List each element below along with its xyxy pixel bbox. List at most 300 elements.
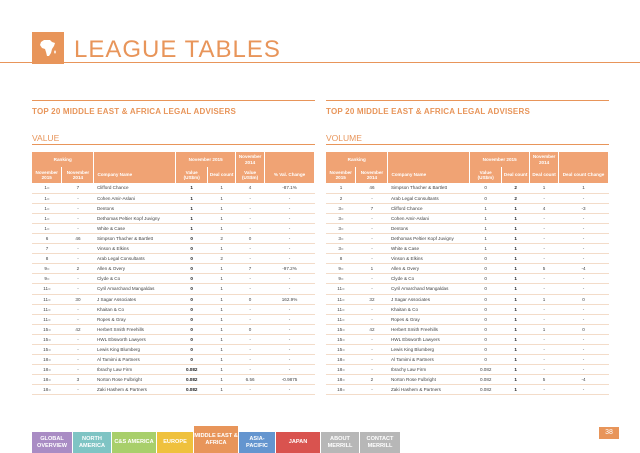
table-cell: 1 bbox=[502, 233, 530, 243]
table-cell: 30 bbox=[62, 294, 94, 304]
table-cell: Arab Legal Consultants bbox=[388, 193, 470, 203]
table-cell: 0 bbox=[470, 324, 502, 334]
table-cell: - bbox=[236, 213, 265, 223]
table-row bbox=[326, 223, 609, 233]
table-row bbox=[326, 355, 609, 365]
table-cell: 1= bbox=[32, 213, 62, 223]
table-cell: 3= bbox=[326, 203, 356, 213]
table-cell: HWL Ebsworth Lawyers bbox=[388, 334, 470, 344]
table-cell: 1 bbox=[208, 334, 236, 344]
table-cell: - bbox=[236, 223, 265, 233]
table-cell: 1 bbox=[176, 203, 208, 213]
table-cell: 1 bbox=[470, 244, 502, 254]
table-cell: 15= bbox=[32, 324, 62, 334]
table-cell: - bbox=[356, 365, 388, 375]
table-cell: 3= bbox=[326, 233, 356, 243]
table-cell: 0 bbox=[176, 274, 208, 284]
table-cell: - bbox=[62, 274, 94, 284]
table-cell: 2 bbox=[356, 375, 388, 385]
table-cell: Al Tamimi & Partners bbox=[94, 355, 176, 365]
table-cell: 15= bbox=[326, 345, 356, 355]
table-cell: 1 bbox=[502, 385, 530, 395]
africa-icon bbox=[37, 37, 59, 59]
value-header: Value (US$m) bbox=[176, 167, 208, 183]
table-cell: 15= bbox=[326, 334, 356, 344]
table-cell: - bbox=[236, 365, 265, 375]
table-cell: - bbox=[236, 355, 265, 365]
table-cell: - bbox=[356, 314, 388, 324]
table-cell: - bbox=[559, 274, 609, 284]
table-cell: 0 bbox=[176, 284, 208, 294]
table-cell: 1 bbox=[326, 183, 356, 193]
table-cell: - bbox=[530, 274, 559, 284]
table-cell: - bbox=[559, 385, 609, 395]
table-cell: 9= bbox=[326, 274, 356, 284]
table-cell: - bbox=[559, 365, 609, 375]
table-cell: 46 bbox=[62, 233, 94, 243]
table-cell: White & Case bbox=[94, 223, 176, 233]
table-cell: 0 bbox=[470, 294, 502, 304]
table-cell: - bbox=[62, 304, 94, 314]
table-cell: 1 bbox=[530, 294, 559, 304]
table-cell: Zaki Hashem & Partners bbox=[388, 385, 470, 395]
right-section-title: TOP 20 MIDDLE EAST & AFRICA LEGAL ADVISERS bbox=[326, 107, 530, 116]
table-row bbox=[326, 375, 609, 385]
table-cell: 0.082 bbox=[470, 385, 502, 395]
table-cell: 18= bbox=[326, 385, 356, 395]
table-cell: - bbox=[530, 244, 559, 254]
nav-tab-4[interactable]: MIDDLE EAST & AFRICA bbox=[194, 426, 238, 453]
africa-logo bbox=[32, 32, 64, 64]
table-cell: -4 bbox=[559, 375, 609, 385]
table-cell: - bbox=[559, 284, 609, 294]
table-cell: 18= bbox=[326, 355, 356, 365]
table-cell: 0 bbox=[470, 183, 502, 193]
table-cell: 1 bbox=[502, 264, 530, 274]
table-cell: 1= bbox=[32, 223, 62, 233]
table-row bbox=[32, 223, 315, 233]
page-number: 38 bbox=[599, 427, 619, 439]
table-cell: 0.082 bbox=[470, 365, 502, 375]
table-cell: - bbox=[559, 254, 609, 264]
table-cell: - bbox=[62, 213, 94, 223]
left-section-rule bbox=[32, 100, 315, 101]
table-cell: - bbox=[530, 213, 559, 223]
table-cell: - bbox=[265, 345, 315, 355]
table-row bbox=[32, 244, 315, 254]
table-cell: 1 bbox=[208, 294, 236, 304]
table-cell: - bbox=[356, 223, 388, 233]
table-row bbox=[32, 355, 315, 365]
table-cell: - bbox=[356, 304, 388, 314]
table-cell: - bbox=[559, 355, 609, 365]
nov2014-header: November 2014 bbox=[530, 152, 559, 167]
table-cell: 0.082 bbox=[176, 375, 208, 385]
table-cell: - bbox=[265, 254, 315, 264]
table-cell: - bbox=[236, 203, 265, 213]
table-cell: - bbox=[265, 244, 315, 254]
table-row bbox=[326, 304, 609, 314]
table-cell: 1 bbox=[208, 264, 236, 274]
table-cell: 18= bbox=[32, 365, 62, 375]
table-cell: 2 bbox=[62, 264, 94, 274]
table-row bbox=[32, 274, 315, 284]
table-cell: 162.9% bbox=[265, 294, 315, 304]
table-cell: Clifford Chance bbox=[388, 203, 470, 213]
table-cell: 1 bbox=[208, 365, 236, 375]
table-cell: 4 bbox=[236, 183, 265, 193]
table-cell: 0 bbox=[176, 304, 208, 314]
table-row bbox=[32, 203, 315, 213]
ranking-header: Ranking bbox=[32, 152, 94, 167]
table-cell: - bbox=[530, 365, 559, 375]
table-cell: - bbox=[62, 254, 94, 264]
table-row bbox=[32, 324, 315, 334]
table-cell: 11= bbox=[32, 294, 62, 304]
table-cell: Vinson & Elkins bbox=[94, 244, 176, 254]
table-cell: 1 bbox=[208, 213, 236, 223]
table-cell: Cohen Amir-Aslani bbox=[388, 213, 470, 223]
table-cell: -3 bbox=[559, 203, 609, 213]
table-cell: 1 bbox=[208, 314, 236, 324]
table-cell: 1 bbox=[502, 304, 530, 314]
table-cell: Khaitan & Co bbox=[94, 304, 176, 314]
table-cell: - bbox=[530, 233, 559, 243]
right-subtitle-rule bbox=[326, 144, 609, 145]
table-cell: - bbox=[265, 314, 315, 324]
table-cell: - bbox=[62, 314, 94, 324]
table-cell: - bbox=[62, 193, 94, 203]
table-cell: - bbox=[530, 355, 559, 365]
table-cell: Dethomas Peltier Kopf Juvigny bbox=[94, 213, 176, 223]
table-cell: 0 bbox=[176, 314, 208, 324]
table-cell: White & Case bbox=[388, 244, 470, 254]
table-cell: 7 bbox=[32, 244, 62, 254]
table-cell: 0 bbox=[236, 324, 265, 334]
table-cell: - bbox=[356, 355, 388, 365]
table-cell: 1 bbox=[208, 223, 236, 233]
table-row bbox=[326, 274, 609, 284]
table-cell: 1 bbox=[176, 183, 208, 193]
table-cell: 1 bbox=[208, 183, 236, 193]
table-cell: - bbox=[62, 365, 94, 375]
table-cell: - bbox=[559, 345, 609, 355]
table-cell: 0 bbox=[470, 304, 502, 314]
table-row bbox=[326, 334, 609, 344]
table-cell: 0 bbox=[470, 314, 502, 324]
table-cell: 15= bbox=[32, 345, 62, 355]
table-cell: 1 bbox=[502, 213, 530, 223]
table-cell: 1 bbox=[502, 223, 530, 233]
table-cell: - bbox=[559, 304, 609, 314]
table-row bbox=[32, 213, 315, 223]
table-cell: Vinson & Elkins bbox=[388, 254, 470, 264]
table-cell: 6 bbox=[32, 233, 62, 243]
rank2015-header: November 2015 bbox=[32, 167, 62, 183]
right-subtitle: VOLUME bbox=[326, 133, 362, 143]
table-row bbox=[326, 233, 609, 243]
table-cell: 0.082 bbox=[470, 375, 502, 385]
nov2015-header: November 2015 bbox=[470, 152, 530, 167]
left-subtitle: VALUE bbox=[32, 133, 60, 143]
table-cell: 1 bbox=[208, 345, 236, 355]
table-cell: 1 bbox=[470, 223, 502, 233]
table-cell: 1 bbox=[208, 193, 236, 203]
table-cell: 42 bbox=[356, 324, 388, 334]
table-cell: Clyde & Co bbox=[388, 274, 470, 284]
table-cell: -4 bbox=[559, 264, 609, 274]
table-cell: 11= bbox=[32, 304, 62, 314]
company-header: Company Name bbox=[94, 167, 176, 183]
table-cell: Lewis King Blumberg bbox=[388, 345, 470, 355]
nav-tab-0[interactable]: GLOBAL OVERVIEW bbox=[32, 432, 72, 453]
table-cell: 0 bbox=[470, 254, 502, 264]
table-cell: 2 bbox=[326, 193, 356, 203]
table-cell: 1 bbox=[502, 334, 530, 344]
table-row bbox=[326, 324, 609, 334]
table-cell: 3= bbox=[326, 213, 356, 223]
table-cell: Ibrachy Law Firm bbox=[94, 365, 176, 375]
table-cell: Norton Rose Fulbright bbox=[388, 375, 470, 385]
table-cell: 18= bbox=[32, 355, 62, 365]
table-cell: 6.56 bbox=[236, 375, 265, 385]
table-cell: - bbox=[236, 244, 265, 254]
table-row bbox=[326, 213, 609, 223]
table-cell: 1 bbox=[502, 324, 530, 334]
table-cell: - bbox=[530, 304, 559, 314]
table-cell: - bbox=[265, 233, 315, 243]
table-cell: - bbox=[356, 274, 388, 284]
rank2014-header: November 2014 bbox=[62, 167, 94, 183]
table-cell: 1= bbox=[32, 183, 62, 193]
table-row bbox=[32, 345, 315, 355]
table-cell: 1 bbox=[502, 254, 530, 264]
table-cell: - bbox=[265, 274, 315, 284]
table-cell: - bbox=[265, 223, 315, 233]
table-cell: 1 bbox=[208, 355, 236, 365]
table-cell: Ropes & Gray bbox=[94, 314, 176, 324]
table-cell: - bbox=[236, 385, 265, 395]
table-cell: 1= bbox=[32, 203, 62, 213]
table-cell: - bbox=[356, 193, 388, 203]
right-section-rule bbox=[326, 100, 609, 101]
table-cell: - bbox=[530, 385, 559, 395]
table-cell: 1 bbox=[502, 284, 530, 294]
pct-change-header: % Val. Change bbox=[265, 167, 315, 183]
table-cell: Allen & Overy bbox=[388, 264, 470, 274]
table-cell: 1= bbox=[32, 193, 62, 203]
table-row bbox=[326, 203, 609, 213]
nov2015-header: November 2015 bbox=[176, 152, 236, 167]
table-cell: 18= bbox=[32, 375, 62, 385]
table-cell: 1 bbox=[208, 304, 236, 314]
table-cell: - bbox=[559, 244, 609, 254]
table-cell: - bbox=[236, 314, 265, 324]
table-cell: - bbox=[62, 355, 94, 365]
table-cell: - bbox=[356, 345, 388, 355]
table-cell: 1 bbox=[176, 193, 208, 203]
table-cell: 1 bbox=[356, 264, 388, 274]
table-cell: 1 bbox=[530, 324, 559, 334]
deal-change-header: Deal count Change bbox=[559, 167, 609, 183]
table-cell: 9= bbox=[32, 264, 62, 274]
table-cell: - bbox=[265, 304, 315, 314]
table-row bbox=[32, 264, 315, 274]
nav-tab-8[interactable]: CONTACT MERRILL bbox=[360, 432, 400, 453]
table-cell: - bbox=[356, 244, 388, 254]
table-cell: 3= bbox=[326, 223, 356, 233]
table-cell: - bbox=[265, 213, 315, 223]
table-row bbox=[32, 254, 315, 264]
table-cell: - bbox=[559, 223, 609, 233]
nav-tab-5[interactable]: ASIA-PACIFIC bbox=[239, 432, 275, 453]
table-cell: -87.1% bbox=[265, 183, 315, 193]
table-row bbox=[32, 365, 315, 375]
table-cell: - bbox=[559, 193, 609, 203]
table-cell: - bbox=[236, 254, 265, 264]
table-row bbox=[32, 294, 315, 304]
table-cell: 1 bbox=[502, 274, 530, 284]
table-cell: 1 bbox=[502, 244, 530, 254]
nav-tab-6[interactable]: JAPAN bbox=[276, 432, 320, 453]
table-cell: 9= bbox=[326, 264, 356, 274]
table-cell: 1 bbox=[502, 203, 530, 213]
nav-tab-2[interactable]: C&S AMERICA bbox=[112, 432, 156, 453]
table-cell: - bbox=[62, 334, 94, 344]
table-cell: - bbox=[530, 193, 559, 203]
table-row bbox=[326, 365, 609, 375]
table-cell: 1 bbox=[470, 233, 502, 243]
table-cell: 1 bbox=[502, 345, 530, 355]
table-cell: - bbox=[265, 334, 315, 344]
table-cell: 15= bbox=[32, 334, 62, 344]
table-cell: Zaki Hashem & Partners bbox=[94, 385, 176, 395]
table-cell: - bbox=[265, 203, 315, 213]
table-cell: 0 bbox=[559, 294, 609, 304]
table-cell: 0.082 bbox=[176, 365, 208, 375]
table-cell: - bbox=[530, 254, 559, 264]
deal-count-2014-header: Deal count bbox=[530, 167, 559, 183]
table-cell: 1 bbox=[208, 385, 236, 395]
table-cell: 5 bbox=[530, 264, 559, 274]
table-cell: Al Tamimi & Partners bbox=[388, 355, 470, 365]
table-row bbox=[326, 345, 609, 355]
table-cell: 3 bbox=[62, 375, 94, 385]
table-cell: J Sagar Associates bbox=[94, 294, 176, 304]
table-cell: - bbox=[62, 223, 94, 233]
table-row bbox=[326, 193, 609, 203]
table-cell: - bbox=[62, 203, 94, 213]
rank2014-header: November 2014 bbox=[356, 167, 388, 183]
table-cell: 7 bbox=[236, 264, 265, 274]
table-cell: 1 bbox=[502, 355, 530, 365]
table-cell: - bbox=[236, 274, 265, 284]
table-cell: - bbox=[236, 334, 265, 344]
table-row bbox=[32, 375, 315, 385]
table-row bbox=[326, 264, 609, 274]
table-cell: 1 bbox=[502, 294, 530, 304]
table-cell: Herbert Smith Freehills bbox=[94, 324, 176, 334]
table-cell: Khaitan & Co bbox=[388, 304, 470, 314]
table-cell: 11= bbox=[32, 284, 62, 294]
table-cell: Dentons bbox=[388, 223, 470, 233]
table-cell: 0 bbox=[176, 264, 208, 274]
table-cell: 1 bbox=[208, 284, 236, 294]
table-cell: 0 bbox=[470, 345, 502, 355]
table-cell: - bbox=[265, 365, 315, 375]
table-cell: - bbox=[559, 314, 609, 324]
table-cell: 1 bbox=[502, 365, 530, 375]
table-cell: Ropes & Gray bbox=[388, 314, 470, 324]
table-cell: Dethomas Peltier Kopf Juvigny bbox=[388, 233, 470, 243]
table-row bbox=[326, 254, 609, 264]
table-cell: 7 bbox=[62, 183, 94, 193]
table-cell: 2 bbox=[502, 183, 530, 193]
table-row bbox=[32, 385, 315, 395]
table-cell: Cyril Amarchand Mangaldas bbox=[94, 284, 176, 294]
table-cell: 8 bbox=[326, 254, 356, 264]
nav-tab-3[interactable]: EUROPE bbox=[157, 432, 193, 453]
table-row bbox=[326, 314, 609, 324]
table-cell: 7 bbox=[356, 203, 388, 213]
page-title: LEAGUE TABLES bbox=[74, 36, 281, 63]
value-header: Value (US$m) bbox=[470, 167, 502, 183]
deal-count-header: Deal count bbox=[208, 167, 236, 183]
table-cell: - bbox=[356, 334, 388, 344]
left-league-table bbox=[32, 152, 315, 395]
table-cell: 2 bbox=[208, 233, 236, 243]
table-cell: Ibrachy Law Firm bbox=[388, 365, 470, 375]
table-cell: - bbox=[236, 345, 265, 355]
table-cell: Simpson Thacher & Bartlett bbox=[388, 183, 470, 193]
table-cell: Simpson Thacher & Bartlett bbox=[94, 233, 176, 243]
table-cell: 11= bbox=[326, 284, 356, 294]
ranking-header: Ranking bbox=[326, 152, 388, 167]
table-cell: 0 bbox=[470, 264, 502, 274]
table-cell: 0 bbox=[176, 355, 208, 365]
table-row bbox=[326, 284, 609, 294]
table-cell: 0 bbox=[559, 324, 609, 334]
table-cell: - bbox=[530, 345, 559, 355]
table-cell: 1 bbox=[208, 375, 236, 385]
table-row bbox=[326, 294, 609, 304]
table-cell: 1 bbox=[470, 213, 502, 223]
table-cell: - bbox=[62, 284, 94, 294]
table-cell: 8 bbox=[32, 254, 62, 264]
table-cell: - bbox=[530, 284, 559, 294]
table-cell: 1 bbox=[502, 375, 530, 385]
table-cell: 0 bbox=[470, 355, 502, 365]
table-cell: Arab Legal Consultants bbox=[94, 254, 176, 264]
table-cell: 0 bbox=[470, 274, 502, 284]
table-cell: 0 bbox=[176, 233, 208, 243]
table-cell: Dentons bbox=[94, 203, 176, 213]
table-cell: 11= bbox=[326, 314, 356, 324]
nav-tab-7[interactable]: ABOUT MERRILL bbox=[321, 432, 359, 453]
table-row bbox=[326, 385, 609, 395]
table-cell: - bbox=[236, 304, 265, 314]
table-cell: - bbox=[236, 284, 265, 294]
table-row bbox=[32, 233, 315, 243]
table-cell: 0 bbox=[176, 345, 208, 355]
table-cell: Norton Rose Fulbright bbox=[94, 375, 176, 385]
left-section-title: TOP 20 MIDDLE EAST & AFRICA LEGAL ADVISERS bbox=[32, 107, 236, 116]
right-league-table bbox=[326, 152, 609, 395]
nav-tab-1[interactable]: NORTH AMERICA bbox=[73, 432, 111, 453]
table-cell: 0 bbox=[176, 254, 208, 264]
table-cell: - bbox=[62, 345, 94, 355]
table-cell: 0.082 bbox=[176, 385, 208, 395]
